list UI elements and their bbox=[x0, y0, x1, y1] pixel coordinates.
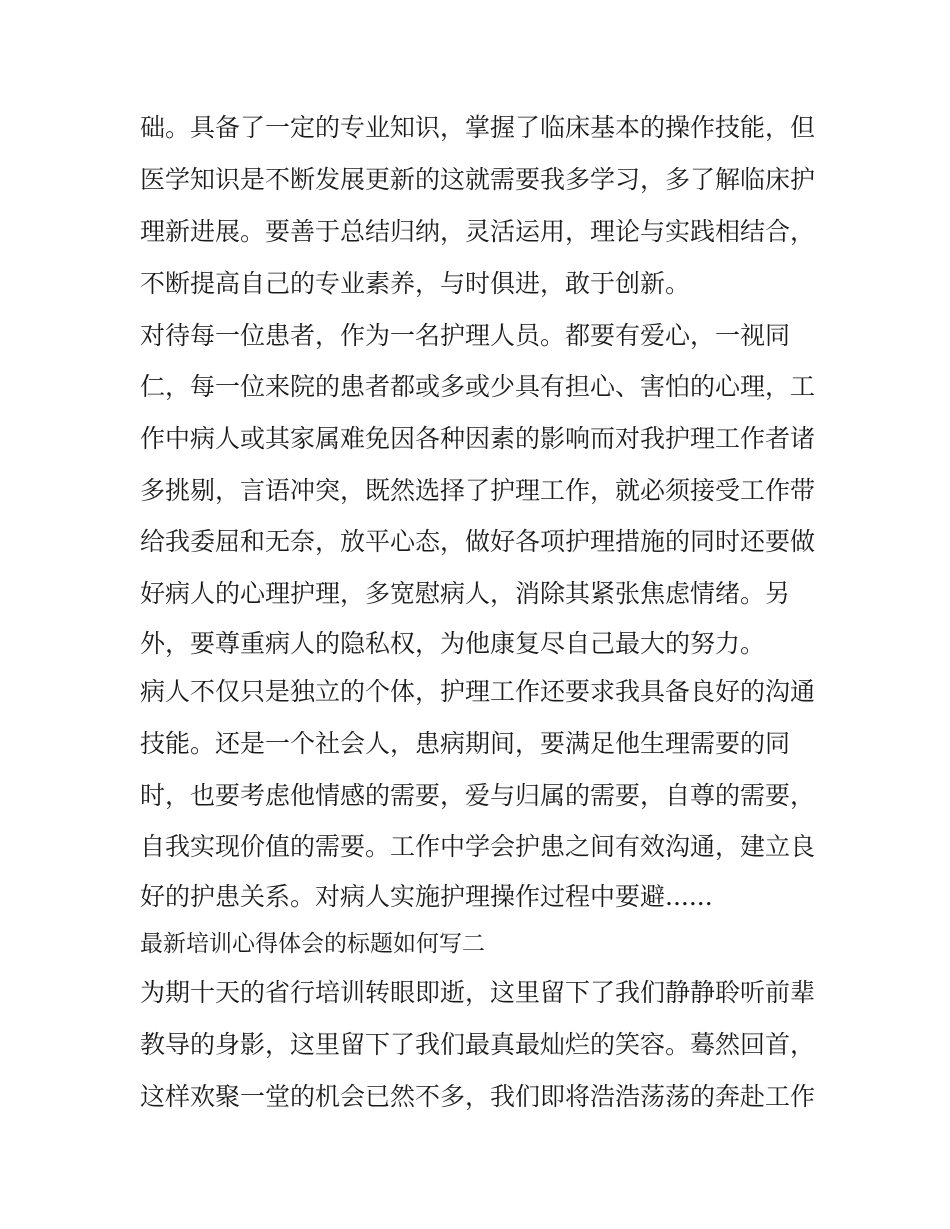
section-heading: 最新培训心得体会的标题如何写二 bbox=[140, 931, 485, 957]
paragraph-line: 础。具备了一定的专业知识，掌握了临床基本的操作技能，但 bbox=[140, 113, 816, 142]
paragraph-line: 自我实现价值的需要。工作中学会护患之间有效沟通，建立良 bbox=[140, 832, 816, 861]
paragraph-line: 好病人的心理护理，多宽慰病人，消除其紧张焦虑情绪。另 bbox=[140, 579, 791, 608]
paragraph-line: 时，也要考虑他情感的需要，爱与归属的需要，自尊的需要， bbox=[140, 781, 816, 810]
paragraph-line: 作中病人或其家属难免因各种因素的影响而对我护理工作者诸 bbox=[140, 424, 816, 453]
paragraph-line: 给我委屈和无奈，放平心态，做好各项护理措施的同时还要做 bbox=[140, 527, 816, 556]
paragraph-line: 外，要尊重病人的隐私权，为他康复尽自己最大的努力。 bbox=[140, 629, 766, 658]
paragraph-line: 技能。还是一个社会人，患病期间，要满足他生理需要的同 bbox=[140, 729, 791, 758]
paragraph-line: 不断提高自己的专业素养，与时俱进，敢于创新。 bbox=[140, 269, 691, 298]
paragraph-line: 病人不仅只是独立的个体，护理工作还要求我具备良好的沟通 bbox=[140, 677, 816, 706]
paragraph-line: 对待每一位患者，作为一名护理人员。都要有爱心，一视同 bbox=[140, 321, 791, 350]
paragraph-line: 仁，每一位来院的患者都或多或少具有担心、害怕的心理，工 bbox=[140, 372, 816, 401]
paragraph-line: 多挑剔，言语冲突，既然选择了护理工作，就必须接受工作带 bbox=[140, 476, 816, 505]
paragraph-line: 为期十天的省行培训转眼即逝，这里留下了我们静静聆听前辈 bbox=[140, 978, 816, 1007]
paragraph-line: 好的护患关系。对病人实施护理操作过程中要避...... bbox=[140, 882, 713, 911]
paragraph-line: 医学知识是不断发展更新的这就需要我多学习，多了解临床护 bbox=[140, 165, 816, 194]
paragraph-line: 理新进展。要善于总结归纳，灵活运用，理论与实践相结合， bbox=[140, 217, 816, 246]
paragraph-line: 教导的身影，这里留下了我们最真最灿烂的笑容。蓦然回首， bbox=[140, 1030, 816, 1059]
paragraph-line: 这样欢聚一堂的机会已然不多，我们即将浩浩荡荡的奔赴工作 bbox=[140, 1082, 816, 1111]
